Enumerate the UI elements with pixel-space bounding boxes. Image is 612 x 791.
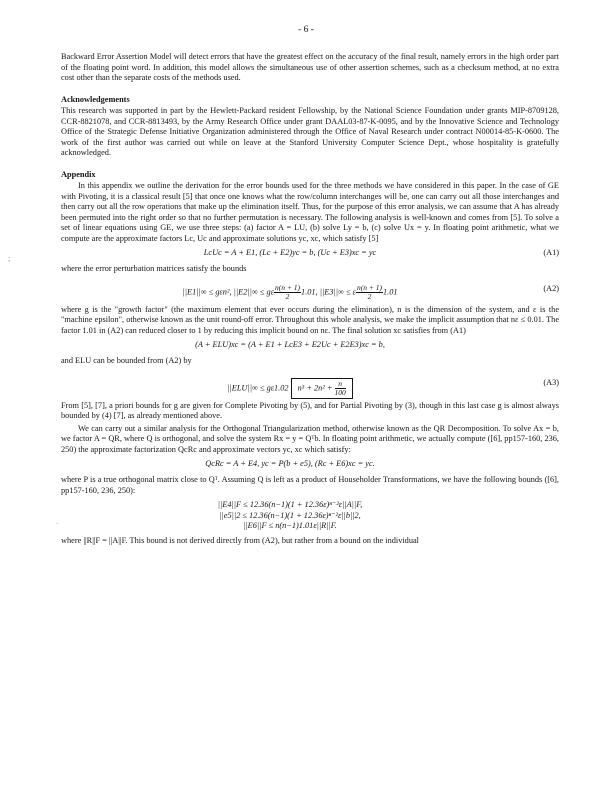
- margin-mark: ;: [8, 254, 11, 263]
- appendix-paragraph-2: where g is the "growth factor" (the maximum element that ever occurs during the elimination), n is the dimension of the system, and ε is the "machine epsilon", otherwise known as the unit round-off error. Throughout this whole analysis, we make the implicit assumption that nε ≤ 0.01. The factor 1.01 in (A2) can reduced closer to 1 by reducing this implicit bound on nε. The final solution xc satisfies from (A1): [61, 304, 559, 335]
- equation-qr: [61, 457, 559, 473]
- equation-bound-e4: ||E4||F ≤ 12.36(n−1)(1 + 12.36ε)ⁿ⁻²ε||A||F,: [217, 500, 363, 509]
- equation-a2-part2: 1.01, ||E3||∞ ≤ ε: [301, 286, 356, 296]
- fraction-denominator: 2: [285, 291, 290, 301]
- appendix-paragraph-5: where P is a true orthogonal matrix close to Qᵀ. Assuming Q is left as a product of Householder Transformations, we have the following bounds ([6], pp157-160, 236, 250):: [61, 475, 559, 495]
- page-number: - 6 -: [298, 25, 314, 35]
- appendix-paragraph-4: We can carry out a similar analysis for the Orthogonal Triangularization method, otherwise known as the QR Decomposition. To solve Ax = b, we factor A = QR, where Q is orthogonal, and solve the system Rx = y = Qᵀb. In floating point arithmetic, we actually compute ([6], pp157-160, 236, 250) the approximate factorization QcRc and approximate vectors yc, xc which satisfy:: [61, 423, 559, 454]
- equation-a1-number: (A1): [543, 248, 559, 257]
- fraction-numerator: n: [335, 380, 346, 389]
- perturbation-text: where the error perturbation matrices satisfy the bounds: [61, 264, 247, 273]
- equation-a3: [61, 369, 559, 399]
- appendix-paragraph-3: From [5], [7], a priori bounds for g are given for Complete Pivoting by (5), and for Partial Pivoting by (3), though in this last case g is almost always bounded by (4) [7], as already mentioned above.: [61, 400, 559, 420]
- equation-a3-inner: n³ + 2n² +: [297, 382, 333, 392]
- equation-a3-number: (A3): [543, 377, 559, 387]
- equation-a3-fraction: [335, 380, 346, 397]
- equation-a2: [61, 277, 559, 303]
- equation-a3-bracket: [291, 378, 353, 399]
- equation-bound-e5: ||e5||2 ≤ 12.36(n−1)(1 + 12.36ε)ⁿ⁻²ε||b||2,: [219, 510, 361, 520]
- page-body: [61, 52, 559, 547]
- equation-combined-body: (A + ELU)xc = (A + E1 + LcE3 + E2Uc + E2E3)xc = b,: [195, 340, 385, 349]
- elu-bound-text: and ELU can be bounded from (A2) by: [61, 356, 192, 365]
- conclusion-paragraph: Backward Error Assertion Model will detect errors that have the greatest effect on the accuracy of the final result, namely errors in the high order part of the floating point word. In addition, this model allows the simultaneous use of other assertion schemes, such as a checksum method, at no extra cost other than the separate costs of the methods used.: [61, 52, 559, 82]
- fraction-denominator: 2: [367, 291, 372, 301]
- equation-a3-left: ||ELU||∞ ≤ gε1.02: [227, 382, 289, 392]
- equation-a2-fraction-1: [274, 284, 301, 301]
- final-line: where ||R||F = ||A||F. This bound is not derived directly from (A2), but rather from a bound on the individual: [61, 536, 419, 545]
- acknowledgements-text: This research was supported in part by the Hewlett-Packard resident Fellowship, by the National Science Foundation under grants MIP-8709128, CCR-8821078, and CCR-8813493, by the Army Research Office under grant DAAL03-87-K-0095, and by the Innovative Science and Technology Office of the Strategic Defense Initiative Organization administered through the Office of Naval Research under contract N00014-85-K-0600. The work of the first author was carried out while on leave at the Stanford University Computer Science Dept., whose hospitality is gratefully acknowledged.: [61, 106, 559, 157]
- equation-a1-body: LcUc = A + E1, (Lc + E2)yc = b, (Uc + E3)xc = yc: [203, 248, 377, 257]
- equation-qr-bounds: [61, 498, 559, 534]
- equation-a1: [61, 246, 559, 262]
- stray-dot: ·: [56, 520, 59, 528]
- fraction-numerator: n(n + 1): [356, 282, 383, 292]
- fraction-denominator: 100: [334, 387, 346, 397]
- equation-a2-body: [61, 284, 519, 301]
- equation-a2-part3: 1.01: [383, 286, 398, 296]
- fraction-numerator: n(n + 1): [274, 282, 301, 292]
- equation-qr-body: QcRc = A + E4, yc = P(b + e5), (Rc + E6)xc = yc.: [205, 459, 375, 468]
- equation-combined: [61, 338, 559, 354]
- equation-a2-fraction-2: [356, 284, 383, 301]
- equation-a2-number: (A2): [543, 283, 559, 293]
- equation-qr-bounds-body: [61, 500, 519, 532]
- appendix-heading: Appendix: [61, 169, 96, 179]
- equation-bound-e6: ||E6||F ≤ n(n−1)1.01ε||R||F.: [243, 521, 337, 530]
- appendix-paragraph-1: In this appendix we outline the derivation for the error bounds used for the three methods we have considered in this paper. In the case of GE with Pivoting, it is a classical result [5] that once one knows what the row/column interchanges will be, one can carry out all those interchanges and then carry out all the row operations that make up the elimination itself. Thus, for the purpose of this error analysis, we can assume that A has already been permuted into the right order so that no further permutation is necessary. The following analysis is well-known and comes from [5]. To solve a set of linear equations using GE, we use three steps: (a) factor A = LU, (b) solve Ly = b, (c) solve Ux = y. In floating point arithmetic, what we compute are the approximate factors Lc, Uc and approximate solutions yc, xc, which satisfy [5]: [61, 181, 559, 243]
- equation-a3-body: [61, 378, 519, 399]
- acknowledgements-heading: Acknowledgements: [61, 94, 130, 104]
- equation-a2-part1: ||E1||∞ ≤ gεn², ||E2||∞ ≤ gε: [182, 286, 274, 296]
